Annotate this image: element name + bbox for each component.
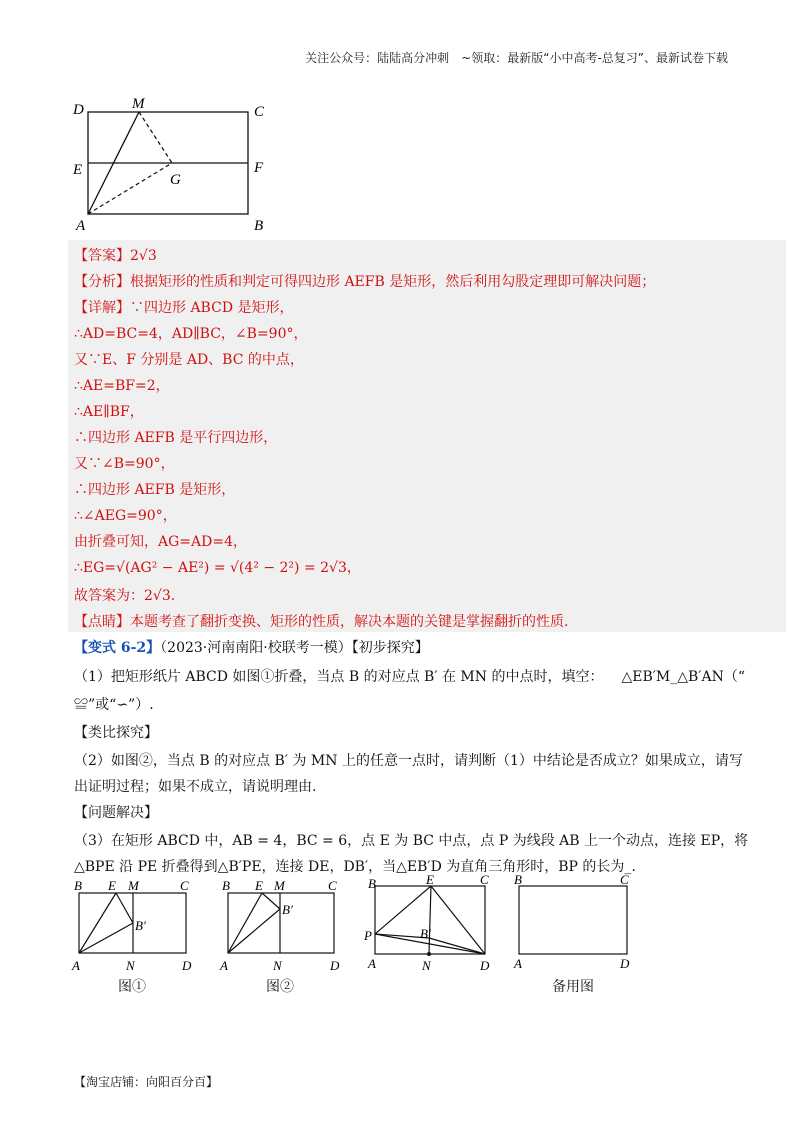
page-header: 关注公众号：陆陆高分冲刺 ~领取：最新版“小中高考-总复习”、最新试卷下载 — [305, 51, 728, 65]
svg-text:N: N — [126, 958, 135, 973]
svg-text:D: D — [330, 958, 340, 973]
label-D: D — [73, 102, 84, 118]
svg-text:D: D — [182, 958, 192, 973]
detail-line: ∴AD=BC=4，AD∥BC，∠B=90°， — [74, 326, 308, 342]
figure-2-caption: 图② — [266, 979, 294, 995]
detail-line: 【详解】∵四边形 ABCD 是矩形， — [74, 300, 294, 316]
detail-line: ∴∠AEG=90°， — [74, 508, 177, 524]
answer-line: 【答案】2√3 — [74, 248, 157, 264]
question-2b: 出证明过程；如果不成立，请说明理由. — [74, 779, 317, 795]
section-solve: 【问题解决】 — [74, 805, 158, 821]
svg-text:C: C — [620, 872, 629, 887]
label-F: F — [254, 160, 264, 176]
question-3b: △BPE 沿 PE 折叠得到△B′PE，连接 DE，DB′，当△EB′D 为直角三角形时，BP 的长为_. — [74, 859, 636, 875]
svg-text:C: C — [180, 878, 189, 893]
detail-line: ∴AE∥BF， — [74, 404, 144, 420]
figure-3 — [362, 872, 497, 972]
svg-text:B: B — [368, 876, 376, 891]
svg-text:E: E — [426, 872, 434, 887]
question-1b: ≌”或“∽”）. — [74, 697, 154, 713]
svg-text:A: A — [72, 958, 80, 973]
svg-text:E: E — [108, 878, 116, 893]
problem-title — [74, 637, 429, 657]
figure-spare — [510, 872, 640, 972]
label-C: C — [254, 104, 265, 120]
section-analogy: 【类比探究】 — [74, 725, 158, 741]
svg-text:D: D — [480, 958, 490, 972]
svg-text:E: E — [255, 878, 263, 893]
detail-line: 又∵E、F 分别是 AD、BC 的中点， — [74, 352, 304, 368]
svg-text:B′: B′ — [420, 926, 431, 941]
detail-line: ∴EG=√(AG² − AE²) = √(4² − 2²) = 2√3， — [74, 560, 361, 576]
figure-1 — [68, 876, 208, 976]
comment-line: 【点睛】本题考查了翻折变换、矩形的性质，解决本题的关键是掌握翻折的性质. — [74, 614, 569, 630]
svg-text:N: N — [422, 958, 431, 972]
analysis-line: 【分析】根据矩形的性质和判定可得四边形 AEFB 是矩形，然后利用勾股定理即可解决问题； — [74, 274, 656, 290]
label-G: G — [170, 172, 181, 188]
problem-source: （2023·河南南阳·校联考一模）【初步探究】 — [160, 640, 429, 656]
variant-tag: 【变式 6-2】 — [74, 640, 161, 656]
footer-store: 【淘宝店铺：向阳百分百】 — [74, 1075, 219, 1089]
figure-spare-caption: 备用图 — [552, 979, 594, 995]
label-E: E — [73, 162, 83, 178]
svg-text:B: B — [514, 872, 522, 887]
svg-text:B: B — [74, 878, 82, 893]
detail-line: 由折叠可知，AG=AD=4， — [74, 534, 247, 550]
q1-text: （1）把矩形纸片 ABCD 如图①折叠，当点 B 的对应点 B′ 在 MN 的中点时，填空： — [74, 669, 604, 685]
detail-line: ∴AE=BF=2， — [74, 378, 170, 394]
svg-text:A: A — [220, 958, 228, 973]
question-2a: （2）如图②，当点 B 的对应点 B′ 为 MN 上的任意一点时，请判断（1）中结论是否成立？如果成立，请写 — [74, 753, 743, 769]
svg-text:A: A — [368, 956, 376, 971]
svg-text:D: D — [620, 956, 630, 971]
detail-line: ∴四边形 AEFB 是平行四边形， — [74, 430, 278, 446]
svg-text:B′: B′ — [282, 902, 293, 917]
svg-text:A: A — [514, 956, 522, 971]
detail-line: 故答案为：2√3. — [74, 588, 176, 604]
detail-line: 又∵∠B=90°， — [74, 456, 175, 472]
svg-text:M: M — [128, 878, 139, 893]
label-A: A — [76, 218, 86, 232]
svg-text:M: M — [274, 878, 285, 893]
svg-text:B: B — [222, 878, 230, 893]
svg-text:N: N — [273, 958, 282, 973]
question-1a — [74, 666, 745, 686]
label-M: M — [132, 96, 145, 112]
question-3a: （3）在矩形 ABCD 中，AB = 4，BC = 6，点 E 为 BC 中点，点 P 为线段 AB 上一个动点，连接 EP，将 — [74, 833, 749, 849]
figure-2 — [218, 876, 348, 976]
svg-text:B′: B′ — [135, 918, 146, 933]
figure-1-caption: 图① — [118, 979, 146, 995]
q1-fill: △EB′M_△B′AN（“ — [621, 669, 745, 685]
svg-text:C: C — [328, 878, 337, 893]
svg-text:P: P — [364, 928, 372, 943]
fold-figure-top — [70, 92, 270, 232]
detail-line: ∴四边形 AEFB 是矩形， — [74, 482, 236, 498]
svg-text:C: C — [480, 872, 489, 887]
label-B: B — [254, 218, 264, 232]
